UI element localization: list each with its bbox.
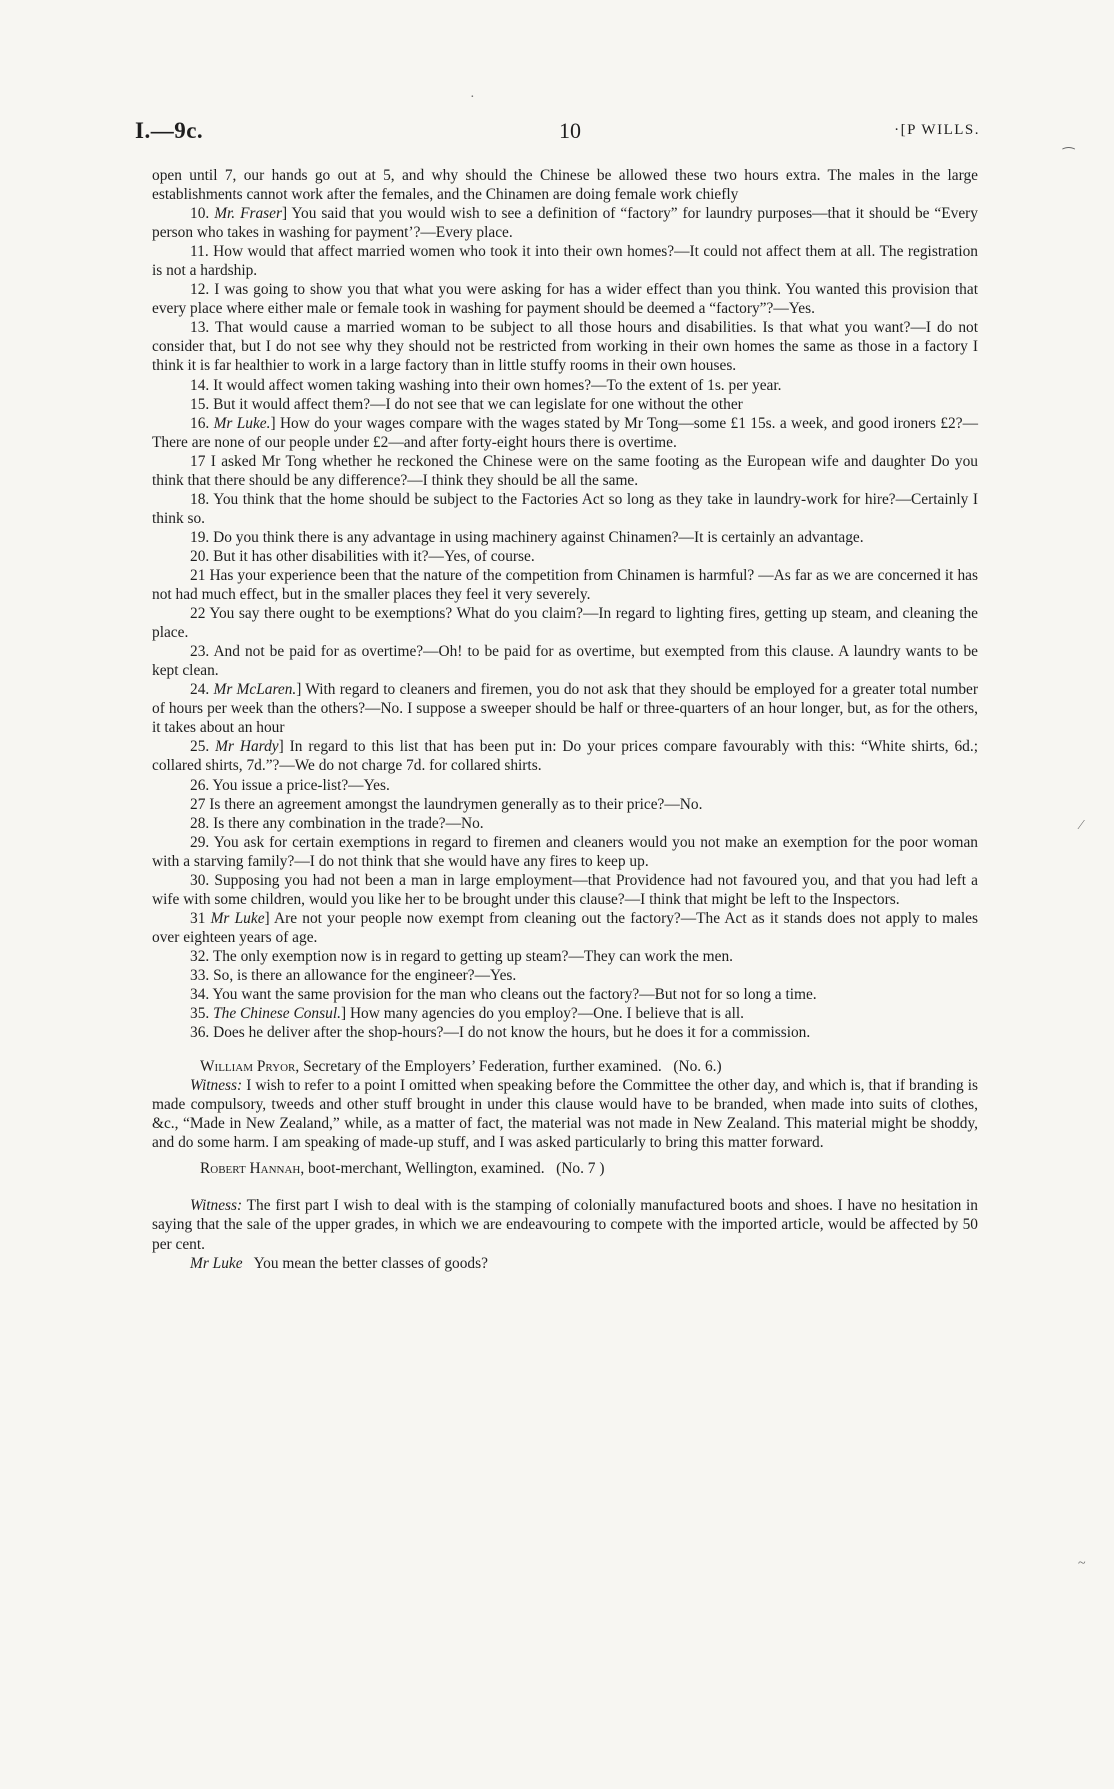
qa-paragraph: [152, 395, 978, 414]
margin-mark: ⁄: [1080, 818, 1083, 833]
page-body: [152, 166, 978, 1273]
witness-heading-hannah: [152, 1159, 978, 1178]
question-line: [152, 1254, 978, 1273]
witness-label: Witness:: [190, 1077, 243, 1095]
qa-paragraph: 24. Mr McLaren.] With regard to cleaners and firemen, you do not ask that they should be employed for a greater total number of hours per week than the others?—No. I suppose a sweeper should be half or three-quarters of an hour longer, but, as for the others, it takes about an hour: [152, 681, 978, 737]
witness-number: (No. 6.): [673, 1058, 722, 1076]
qa-text: You say there ought to be exemptions? What do you claim?—In regard to lighting fires, getting up steam, and cleaning the place.: [152, 605, 978, 642]
question-number: 28.: [190, 814, 210, 832]
qa-text: How do your wages compare with the wages stated by Mr Tong—some £1 15s. a week, and good ironers £2?—There are none of our people under £2—and after forty-eight hours there is overtime.: [152, 414, 978, 451]
qa-text: With regard to cleaners and firemen, you do not ask that they should be employed for a greater total number of hours per week than the others?—No. I suppose a sweeper should be half or three-quarters of an hour longer, but, as for the others, it takes about an hour: [152, 681, 978, 737]
question-number: 15.: [190, 395, 210, 413]
question-number: 23.: [190, 643, 210, 661]
qa-text: I asked Mr Tong whether he reckoned the Chinese were on the same footing as the European wife and daughter Do you think that there should be any difference?—I think they should be all the same.: [152, 452, 978, 489]
qa-text: You want the same provision for the man who cleans out the factory?—But not for so long a time.: [212, 986, 817, 1004]
witness-heading-pryor: [152, 1057, 978, 1076]
qa-paragraph: [152, 166, 978, 204]
question-number: 36.: [190, 1024, 210, 1042]
qa-text: open until 7, our hands go out at 5, and why should the Chinese be allowed these two hours extra. The males in the large establishments cannot work after the females, and the Chinamen are doing female work chiefly: [152, 167, 978, 204]
margin-mark: ~: [1078, 1556, 1086, 1571]
question-number: 25.: [190, 738, 210, 756]
qa-paragraph: [152, 1023, 978, 1042]
qa-text: It would affect women taking washing into their own homes?—To the extent of 1s. per year.: [213, 376, 782, 394]
qa-paragraph: [152, 528, 978, 547]
question-number: 26.: [190, 776, 210, 794]
qa-paragraph: [152, 452, 978, 490]
question-list: [152, 166, 978, 1042]
question-number: 19.: [190, 528, 210, 546]
qa-text: The only exemption now is in regard to getting up steam?—They can work the men.: [212, 947, 733, 965]
qa-text: But it has other disabilities with it?—Yes, of course.: [213, 547, 535, 565]
speaker-name: Mr Luke: [210, 909, 265, 927]
qa-text: Is there an agreement amongst the laundrymen generally as to their price?—No.: [209, 795, 703, 813]
qa-paragraph: [152, 642, 978, 680]
witness-description: , Secretary of the Employers’ Federation, further examined.: [295, 1058, 662, 1076]
qa-text: Are not your people now exempt from cleaning out the factory?—The Act as it stands does not apply to males over eighteen years of age.: [152, 909, 979, 946]
question-text: You mean the better classes of goods?: [253, 1254, 488, 1272]
qa-paragraph: 16. Mr Luke.] How do your wages compare with the wages stated by Mr Tong—some £1 15s. a week, and good ironers £2?—There are none of our people under £2—and after forty-eight hours there is overtime.: [152, 414, 978, 451]
qa-paragraph: 35. The Chinese Consul.] How many agencies do you employ?—One. I believe that is all.: [190, 1005, 744, 1023]
qa-paragraph: [152, 947, 978, 966]
question-number: 12.: [190, 281, 210, 299]
statement-text: I wish to refer to a point I omitted when speaking before the Committee the other day, and which is, that if branding is made compulsory, tweeds and other stuff brought in under this clause would have to be branded, when made into suits of clothes, &c., “Made in New Zealand,” while, as a matter of fact, the material was not made in New Zealand. This material might be shoddy, and do some harm. I am speaking of made-up stuff, and I was asked particularly to bring this matter forward.: [152, 1077, 978, 1152]
question-number: 35.: [190, 1005, 210, 1023]
question-number: 30.: [190, 871, 210, 889]
question-number: 21: [190, 566, 206, 584]
page-header: [135, 118, 980, 146]
qa-text: In regard to this list that has been put in: Do your prices compare favourably with this: “White shirts, 6d.; collared shirts, 7d.”?—We do not charge 7d. for collared shirts.: [152, 738, 978, 775]
qa-text: Is there any combination in the trade?—No.: [213, 814, 484, 832]
qa-text: That would cause a married woman to be subject to all those hours and disabilities. Is that what you want?—I do not consider that, but I do not see why they should not be restricted from working in their own homes the same as those in a factory I think it is far healthier to work in a large factory than in little stuffy rooms in their own houses.: [152, 319, 978, 375]
qa-text: You ask for certain exemptions in regard to firemen and cleaners would you not make an exemption for the poor woman with a starving family?—I do not think that she would have any fires to keep up.: [152, 833, 978, 870]
running-head: ·[P WILLS.: [894, 122, 980, 138]
qa-paragraph: [152, 604, 978, 642]
question-number: 14.: [190, 376, 210, 394]
qa-paragraph: [152, 242, 978, 280]
qa-paragraph: [152, 966, 978, 985]
qa-paragraph: [152, 814, 978, 833]
speaker-name: Mr. Fraser: [214, 205, 282, 223]
question-number: 13.: [190, 319, 210, 337]
qa-text: Has your experience been that the nature of the competition from Chinamen is harmful? —As far as we are concerned it has not had much effect, but in the smaller places they feel it very severely.: [152, 566, 978, 604]
qa-paragraph: 25. Mr Hardy] In regard to this list that has been put in: Do your prices compare favourably with this: “White shirts, 6d.; collared shirts, 7d.”?—We do not charge 7d. for collared shirts.: [152, 738, 978, 775]
question-number: 10.: [190, 205, 210, 223]
qa-text: So, is there an allowance for the engineer?—Yes.: [213, 966, 517, 984]
qa-text: How many agencies do you employ?—One. I believe that is all.: [349, 1005, 744, 1023]
qa-text: Supposing you had not been a man in large employment—that Providence had not favoured you, and that you had left a wife with some children, would you like her to be brought under this clause?—I think that might be left to the Inspectors.: [152, 871, 978, 908]
qa-paragraph: [152, 490, 978, 528]
witness-name: Robert Hannah: [200, 1160, 301, 1178]
qa-paragraph: [152, 776, 978, 795]
qa-paragraph: [152, 376, 978, 395]
witness-number: (No. 7 ): [556, 1160, 605, 1178]
margin-mark: ⁀: [1063, 149, 1075, 164]
qa-text: How would that affect married women who took it into their own homes?—It could not affect them at all. The registration is not a hardship.: [152, 243, 978, 280]
paper-reference: I.—9c.: [135, 118, 204, 143]
qa-text: You issue a price-list?—Yes.: [212, 776, 390, 794]
qa-paragraph: [152, 795, 978, 814]
question-number: 17: [190, 452, 206, 470]
qa-text: I was going to show you that what you were asking for has a wider effect than you think. You wanted this provision that every place where either male or female took in washing for payment should be deemed a “factory”?—Yes.: [152, 281, 978, 318]
qa-text: But it would affect them?—I do not see that we can legislate for one without the other: [213, 395, 743, 413]
qa-paragraph: [152, 566, 978, 604]
question-number: 11.: [190, 243, 209, 261]
qa-paragraph: [152, 547, 978, 566]
question-number: 31: [190, 909, 206, 927]
qa-text: And not be paid for as overtime?—Oh! to be paid for as overtime, but exempted from this clause. A laundry wants to be kept clean.: [152, 643, 979, 680]
witness-label: Witness:: [190, 1197, 243, 1215]
qa-paragraph: [152, 871, 978, 909]
qa-text: Does he deliver after the shop-hours?—I do not know the hours, but he does it for a commission.: [213, 1024, 811, 1042]
question-number: 34.: [190, 986, 210, 1004]
speaker-name: Mr Luke: [190, 1254, 243, 1272]
speaker-name: Mr McLaren.: [213, 681, 297, 699]
qa-paragraph: [152, 833, 978, 871]
question-number: 33.: [190, 966, 210, 984]
question-number: 18.: [190, 490, 210, 508]
speaker-name: Mr Hardy: [215, 738, 279, 756]
question-number: 29.: [190, 833, 210, 851]
page-number: 10: [559, 118, 581, 143]
speaker-name: Mr Luke.: [213, 414, 271, 432]
speaker-name: The Chinese Consul.: [213, 1005, 341, 1023]
question-number: 20.: [190, 547, 210, 565]
witness-statement-pryor: [152, 1076, 978, 1152]
qa-paragraph: [152, 280, 978, 318]
witness-statement-hannah: [152, 1196, 978, 1253]
margin-mark: ·: [470, 90, 475, 105]
question-number: 22: [190, 605, 206, 623]
witness-name: William Pryor: [200, 1058, 296, 1076]
qa-text: You think that the home should be subject to the Factories Act so long as they take in laundry-work for hire?—Certainly I think so.: [152, 490, 979, 527]
question-number: 27: [190, 795, 206, 813]
qa-paragraph: [152, 318, 978, 375]
question-number: 24.: [190, 681, 210, 699]
witness-description: , boot-merchant, Wellington, examined.: [300, 1160, 545, 1178]
qa-text: You said that you would wish to see a definition of “factory” for laundry purposes—that it should be “Every person who takes in washing for payment’?—Every place.: [152, 205, 979, 242]
statement-text: The first part I wish to deal with is the stamping of colonially manufactured boots and shoes. I have no hesitation in saying that the sale of the upper grades, in which we are endeavouring to compete with the imported article, would be affected by 50 per cent.: [152, 1197, 978, 1253]
qa-text: Do you think there is any advantage in using machinery against Chinamen?—It is certainly an advantage.: [213, 528, 864, 546]
question-number: 16.: [190, 414, 210, 432]
qa-paragraph: 31 Mr Luke] Are not your people now exempt from cleaning out the factory?—The Act as it stands does not apply to males over eighteen years of age.: [152, 909, 979, 946]
qa-paragraph: [152, 985, 978, 1004]
qa-paragraph: 10. Mr. Fraser] You said that you would wish to see a definition of “factory” for laundry purposes—that it should be “Every person who takes in washing for payment’?—Every place.: [152, 205, 979, 242]
question-number: 32.: [190, 947, 210, 965]
